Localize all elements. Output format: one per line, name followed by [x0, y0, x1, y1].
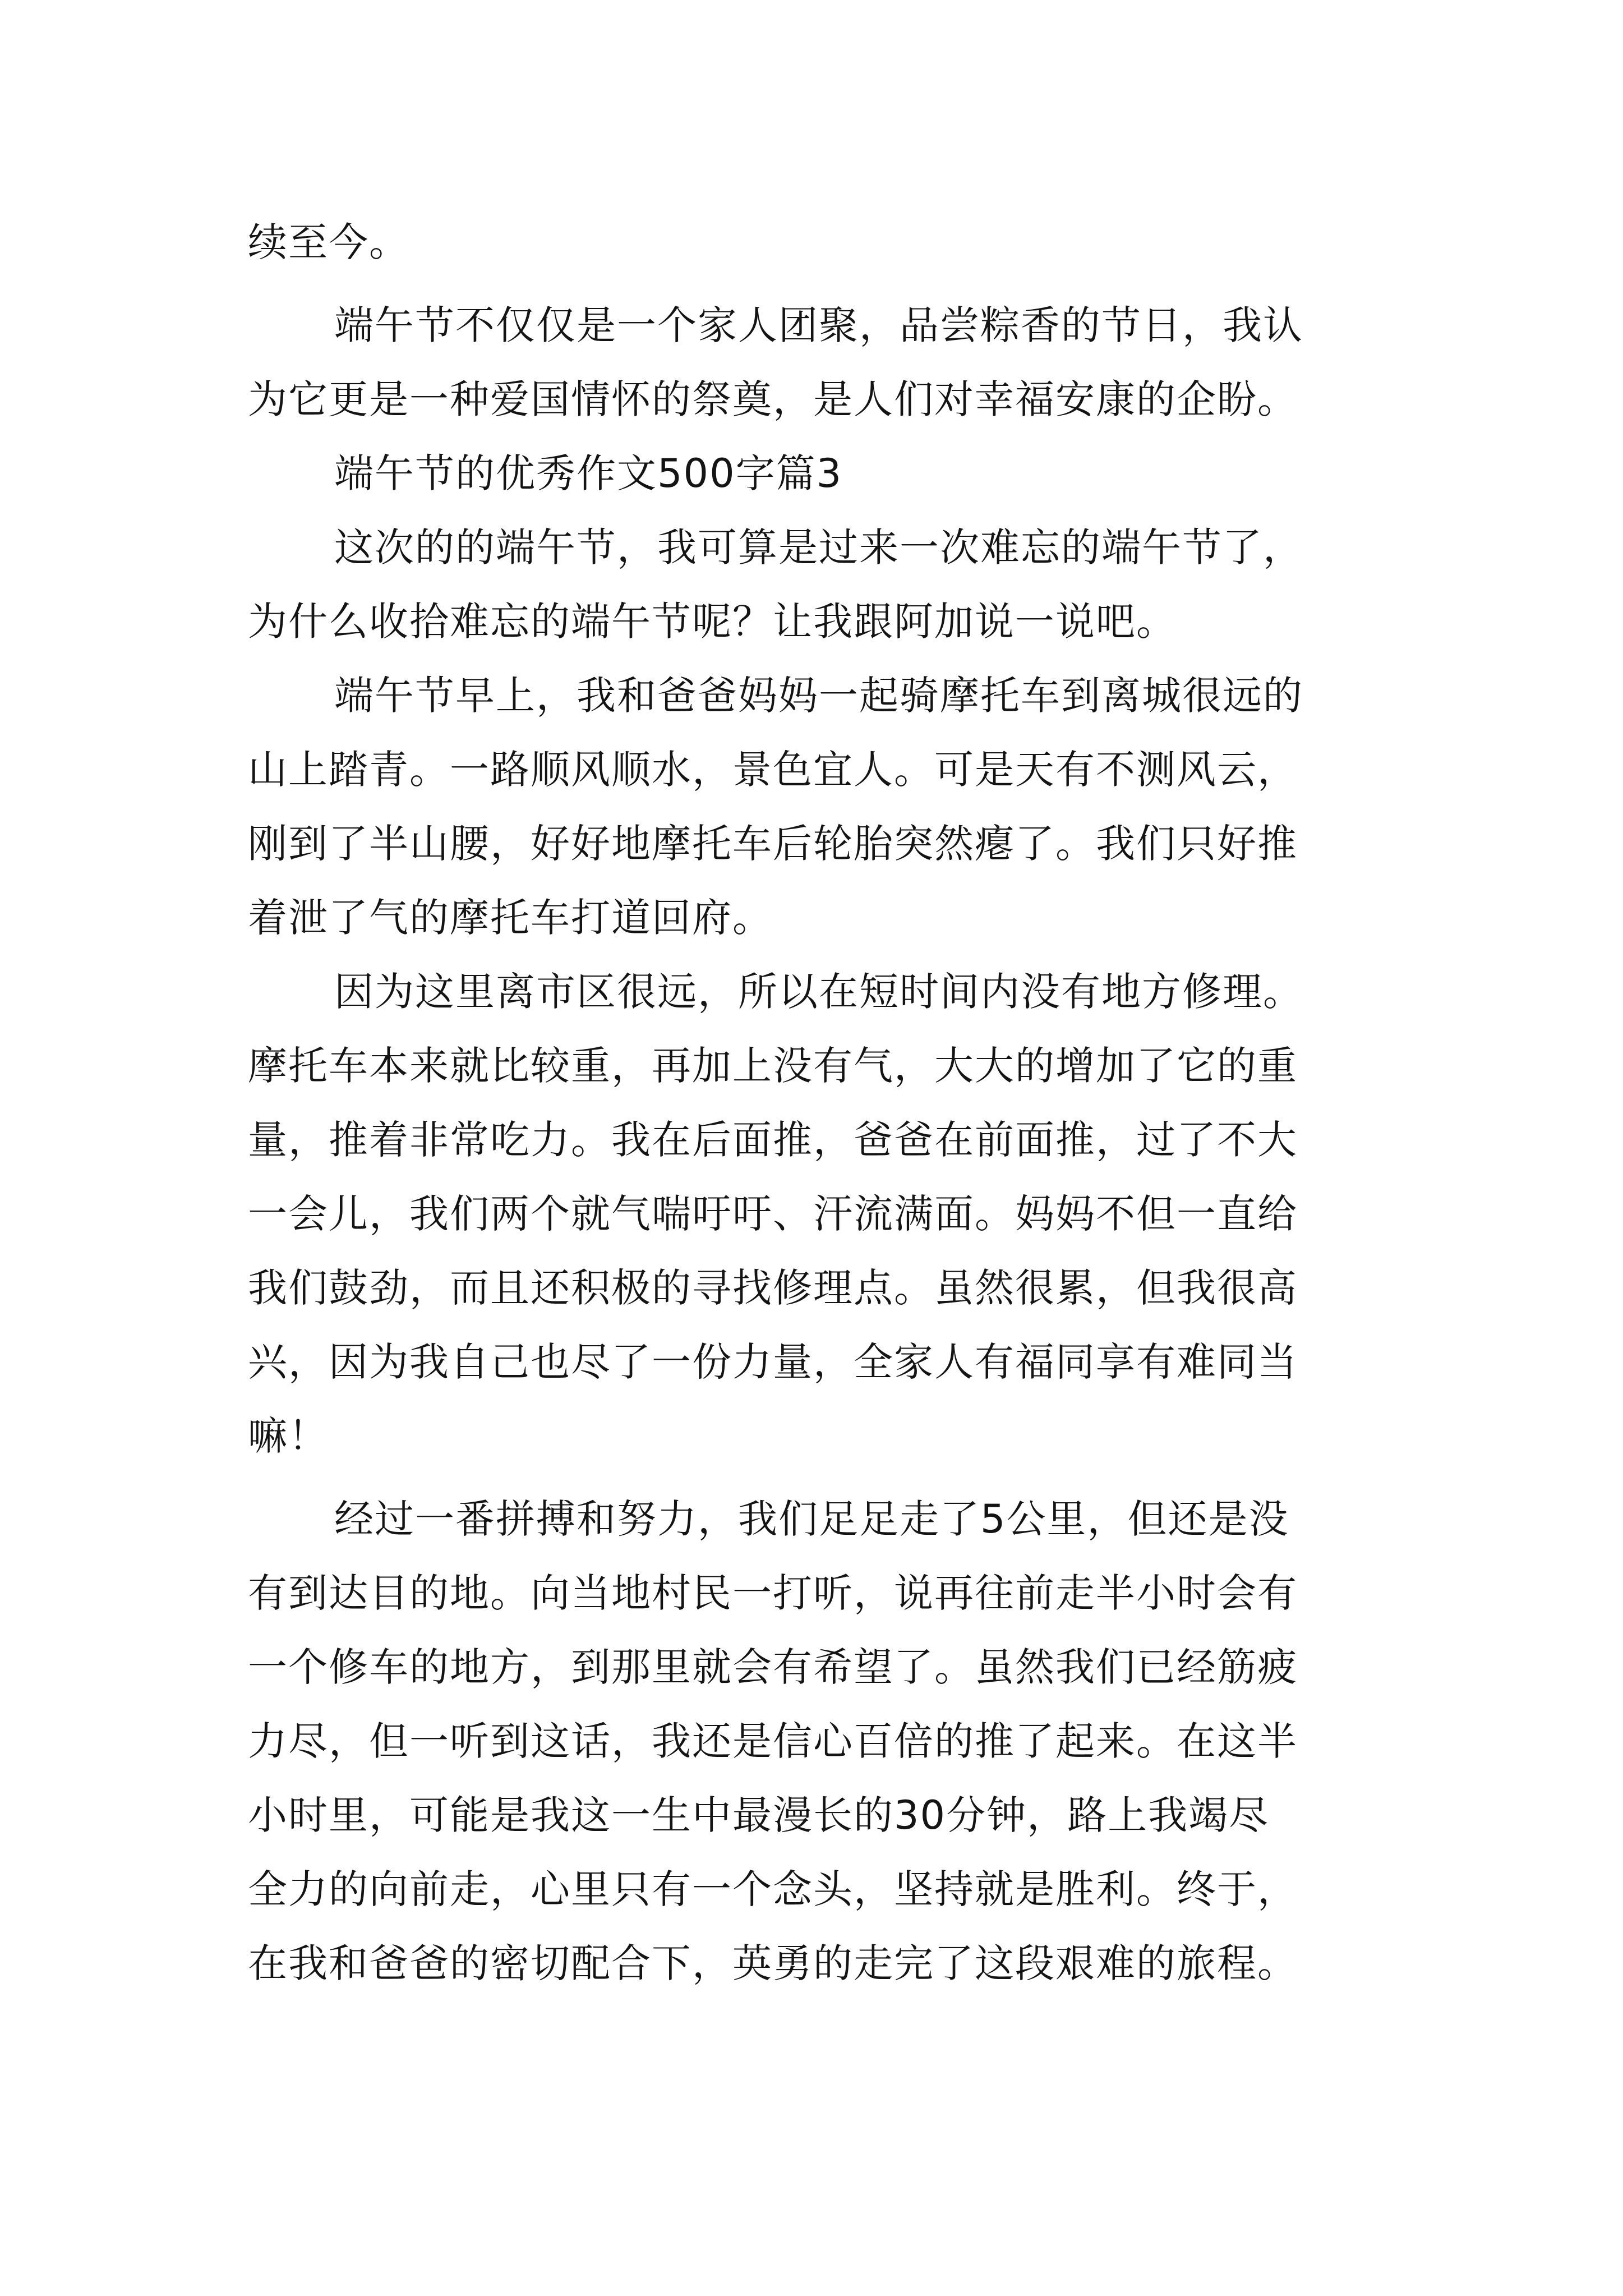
text-line: 经过一番拼搏和努力，我们足足走了5公里，但还是没: [334, 1496, 1289, 1542]
text-line: 兴，因为我自己也尽了一份力量，全家人有福同享有难同当: [248, 1339, 1298, 1385]
text-line: 在我和爸爸的密切配合下，英勇的走完了这段艰难的旅程。: [248, 1940, 1298, 1986]
text-line: 有到达目的地。向当地村民一打听，说再往前走半小时会有: [248, 1570, 1298, 1616]
text-line: 为什么收拾难忘的端午节呢？让我跟阿加说一说吧。: [248, 599, 1177, 645]
text-line: 这次的的端午节，我可算是过来一次难忘的端午节了，: [334, 524, 1303, 570]
text-line: 刚到了半山腰，好好地摩托车后轮胎突然瘪了。我们只好推: [248, 821, 1298, 867]
text-line: 一会儿，我们两个就气喘吁吁、汗流满面。妈妈不但一直给: [248, 1191, 1298, 1237]
text-line: 量，推着非常吃力。我在后面推，爸爸在前面推，过了不大: [248, 1117, 1298, 1163]
text-line: 一个修车的地方，到那里就会有希望了。虽然我们已经筋疲: [248, 1644, 1298, 1690]
text-line: 山上踏青。一路顺风顺水，景色宜人。可是天有不测风云，: [248, 747, 1298, 793]
text-line: 因为这里离市区很远，所以在短时间内没有地方修理。: [334, 969, 1303, 1015]
text-line: 摩托车本来就比较重，再加上没有气，大大的增加了它的重: [248, 1043, 1298, 1089]
text-line: 我们鼓劲，而且还积极的寻找修理点。虽然很累，但我很高: [248, 1265, 1298, 1311]
text-line: 嘛！: [248, 1413, 329, 1459]
section-heading: 端午节的优秀作文500字篇3: [334, 450, 843, 496]
text-line: 端午节不仅仅是一个家人团聚，品尝粽香的节日，我认: [334, 302, 1303, 348]
text-line: 力尽，但一听到这话，我还是信心百倍的推了起来。在这半: [248, 1718, 1298, 1764]
text-line: 续至今。: [248, 219, 409, 265]
text-line: 小时里，可能是我这一生中最漫长的30分钟，路上我竭尽: [248, 1792, 1270, 1838]
text-line: 全力的向前走，心里只有一个念头，坚持就是胜利。终于，: [248, 1866, 1298, 1912]
text-line: 为它更是一种爱国情怀的祭奠，是人们对幸福安康的企盼。: [248, 376, 1298, 422]
text-line: 端午节早上，我和爸爸妈妈一起骑摩托车到离城很远的: [334, 673, 1303, 719]
text-line: 着泄了气的摩托车打道回府。: [248, 895, 773, 941]
